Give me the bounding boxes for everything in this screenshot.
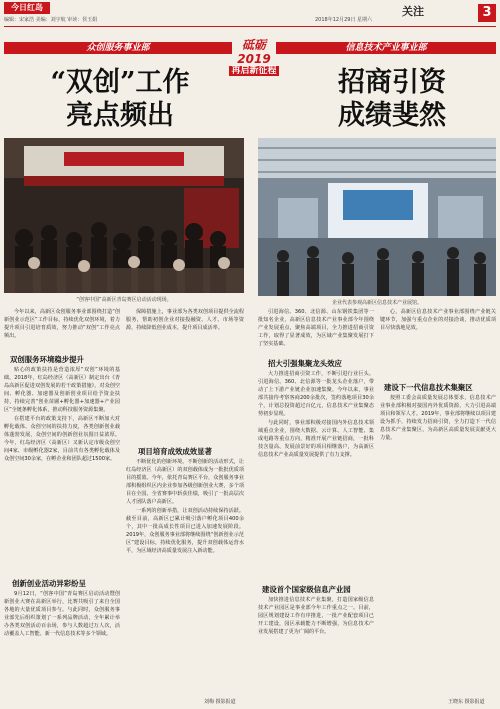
event-photo-art [4,138,244,293]
badge-line-2: 再启新征程 [231,66,277,76]
left-photo-caption: “创客中国”高新区青岛赛区启动活动现场。 [76,297,172,303]
event-photo [4,138,244,293]
badge-line-2-wrap [226,66,282,77]
left-paragraph-4: 不断优化的创新环境，不断创新的活动形式，让红岛经济区（高新区）的双创载体成为一批批优质项目的摇篮。今年，依托青岛赛区平台，众创服务事业部积极组织区内企业参加各级创新创业大赛，多个项目在全国、全省赛事中斩获佳绩，吸引了一批高层次人才团队落户高新区。 [126,459,244,505]
right-paragraph-2: 与此同时，事业部积极对接国内外信息技术领域重点企业，围绕大数据、云计算、人工智能、集成电路等重点方向，精准开展产业链招商，一批科技含量高、发展前景好的项目相继落户，为高新区信息技术产业高质量发展提供了有力支撑。 [258,420,374,458]
right-intro-paragraph: 引进海信、360、北信源、山东钢铁集团等一批知名企业，高新区信息技术产业事业部今年围绕产业发展重点，聚焦高端项目，全力推进招商引资工作，取得了显著成效，为区域产业集聚发展打下了坚实基础。 [258,309,374,347]
department-banner-left: 众创服务事业部 [4,42,232,54]
right-paragraph-2-continued: 心，高新区信息技术产业事业部围绕产业链关键环节，加强与重点企业的对接洽谈，推动优质项目尽快落地见效。 [380,309,496,331]
right-headline-line-1: 招商引资 [338,67,446,98]
right-headline [292,66,492,132]
editor-credits: 编辑：宋家浩 美编：刘宇航 审读：侯玉娟 [4,17,98,23]
department-banner-right: 信息技术产业事业部 [276,42,496,54]
left-column-2-body [126,458,244,696]
right-subhead-2: 建设首个国家级信息产业园 [262,585,351,594]
center-badge [226,38,282,77]
left-intro-paragraph: 今年以来，高新区众创服务事业部围绕打造“创新创业示范区”工作目标，持续优化双创环境，着力提升项目引进培育质效，努力推动“双创”工作亮点频出。 [4,309,120,339]
right-subhead-1: 招大引强集聚龙头效应 [268,359,342,368]
badge-line-1: 砥砺2019 [237,38,271,66]
right-paragraph-3: 加快推进信息技术产业集聚，打造国家级信息技术产业园区是事业部今年工作重点之一。目前，园区规划建设工作有序推进，一批产业配套项目已开工建设，园区承载能力不断增强，为信息技术产业发展搭建了更为广阔的平台。 [258,597,374,635]
issue-date: 2018年12月29日 星期六 [315,17,373,23]
left-article-intro [4,308,120,352]
right-column-1-body [258,370,374,578]
section-title: 关注 [402,5,424,18]
right-headline-line-2: 成绩斐然 [338,100,446,131]
left-paragraph-5: 一系列的创新举措，让双创活动持续保持活跃。截至目前，高新区已累计吸引落户孵化项目400余个，其中一批高成长性项目已进入加速发展阶段。2019年，众创服务事业部将继续围绕“创新创业示范区”建设目标，持续优化服务，提升双创载体运营水平，为区域经济高质量发展注入新动能。 [126,508,244,554]
page-number: 3 [478,4,496,22]
left-paragraph-2: 在搭建平台的政策支持下，高新区不断加大对孵化载体、众创空间的扶持力度，各类创新创业载体蓬勃发展，众创空间的创新创业氛围日益浓厚。今年，红岛经济区（高新区）又新认定市级众创空间4家、市级孵化器2家，目前共有各类孵化载体及众创空间30余家，在孵企业和团队超过1500家。 [4,416,120,462]
left-column-2-top [126,308,244,440]
right-photo-caption: 企业代表参观高新区信息技术产业展馆。 [331,300,422,306]
left-subhead-2: 创新创业活动异彩纷呈 [12,579,86,588]
right-article-intro [258,308,374,356]
left-subhead-3: 项目培育成效成效显著 [138,447,212,456]
left-headline-line-1: “双创”工作 [50,67,190,98]
right-column-1-tail [258,596,374,704]
left-headline-line-2: 亮点频出 [66,100,174,131]
exhibition-photo-art [258,138,496,296]
left-column-1-tail [4,590,120,705]
left-paragraph-3: 9月12日，“创客中国”青岛赛区启动活动暨创新创业大赛在高新区举行，比赛共吸引了来自全国各地的大量优质项目参与。与此同时，众创服务事业部先后组织策划了一系列品牌活动，全年累计举办各类双创活动百余场，参与人数超过万人次，活动覆盖人工智能、新一代信息技术等多个领域。 [4,591,120,637]
left-headline [20,66,220,132]
masthead-divider [4,26,496,27]
masthead [0,0,500,28]
left-paragraph-1: 贴心的政策扶持是营造浓厚“双创”环境的基础。2018年，红岛经济区（高新区）制定出台《青岛高新区促进双创发展的若干政策措施》，对众创空间、孵化器、加速器及创新创业项目给予资金扶持，持续完善“创业苗圃+孵化器+加速器+产业园区”全链条孵化体系，推动科技服务资源集聚。 [4,367,120,413]
right-subhead-3: 建设下一代信息技术集聚区 [384,383,473,392]
right-paragraph-4: 按照工委会高质量发展总体要求，信息技术产业事业部积极对接国内外优质资源，大力引进高端项目和领军人才。2019年，事业部将继续以项目建设为抓手，持续发力招商引资，全力打造下一代信息技术产业集聚区，为高新区高质量发展贡献更大力量。 [380,395,496,441]
left-column-1-body [4,366,120,574]
right-byline: 王晓东 摄影报道 [448,699,485,705]
left-byline: 刘梅 摄影报道 [204,699,236,705]
right-paragraph-1: 大力推进招商引资工作，不断引进行业巨头。引进海信、360、北信源等一批龙头企业落户，带动了上下游产业链企业加速集聚。今年以来，事业部共接待考察客商200余批次，签约落地项目30余个，计划总投资超过百亿元，信息技术产业集聚态势初步显现。 [258,371,374,417]
newspaper-logo: 今日红岛 [4,2,50,14]
right-column-2-body [380,394,496,696]
exhibition-photo [258,138,496,296]
right-column-2-top [380,308,496,376]
left-subhead-1: 双创服务环境稳步提升 [10,355,84,364]
left-paragraph-3-continued: 保障措施上，事业部为各类双创项目提供全流程服务，帮助初创企业对接投融资、人才、市场等资源，持续降低创业成本，提升项目成活率。 [126,309,244,331]
